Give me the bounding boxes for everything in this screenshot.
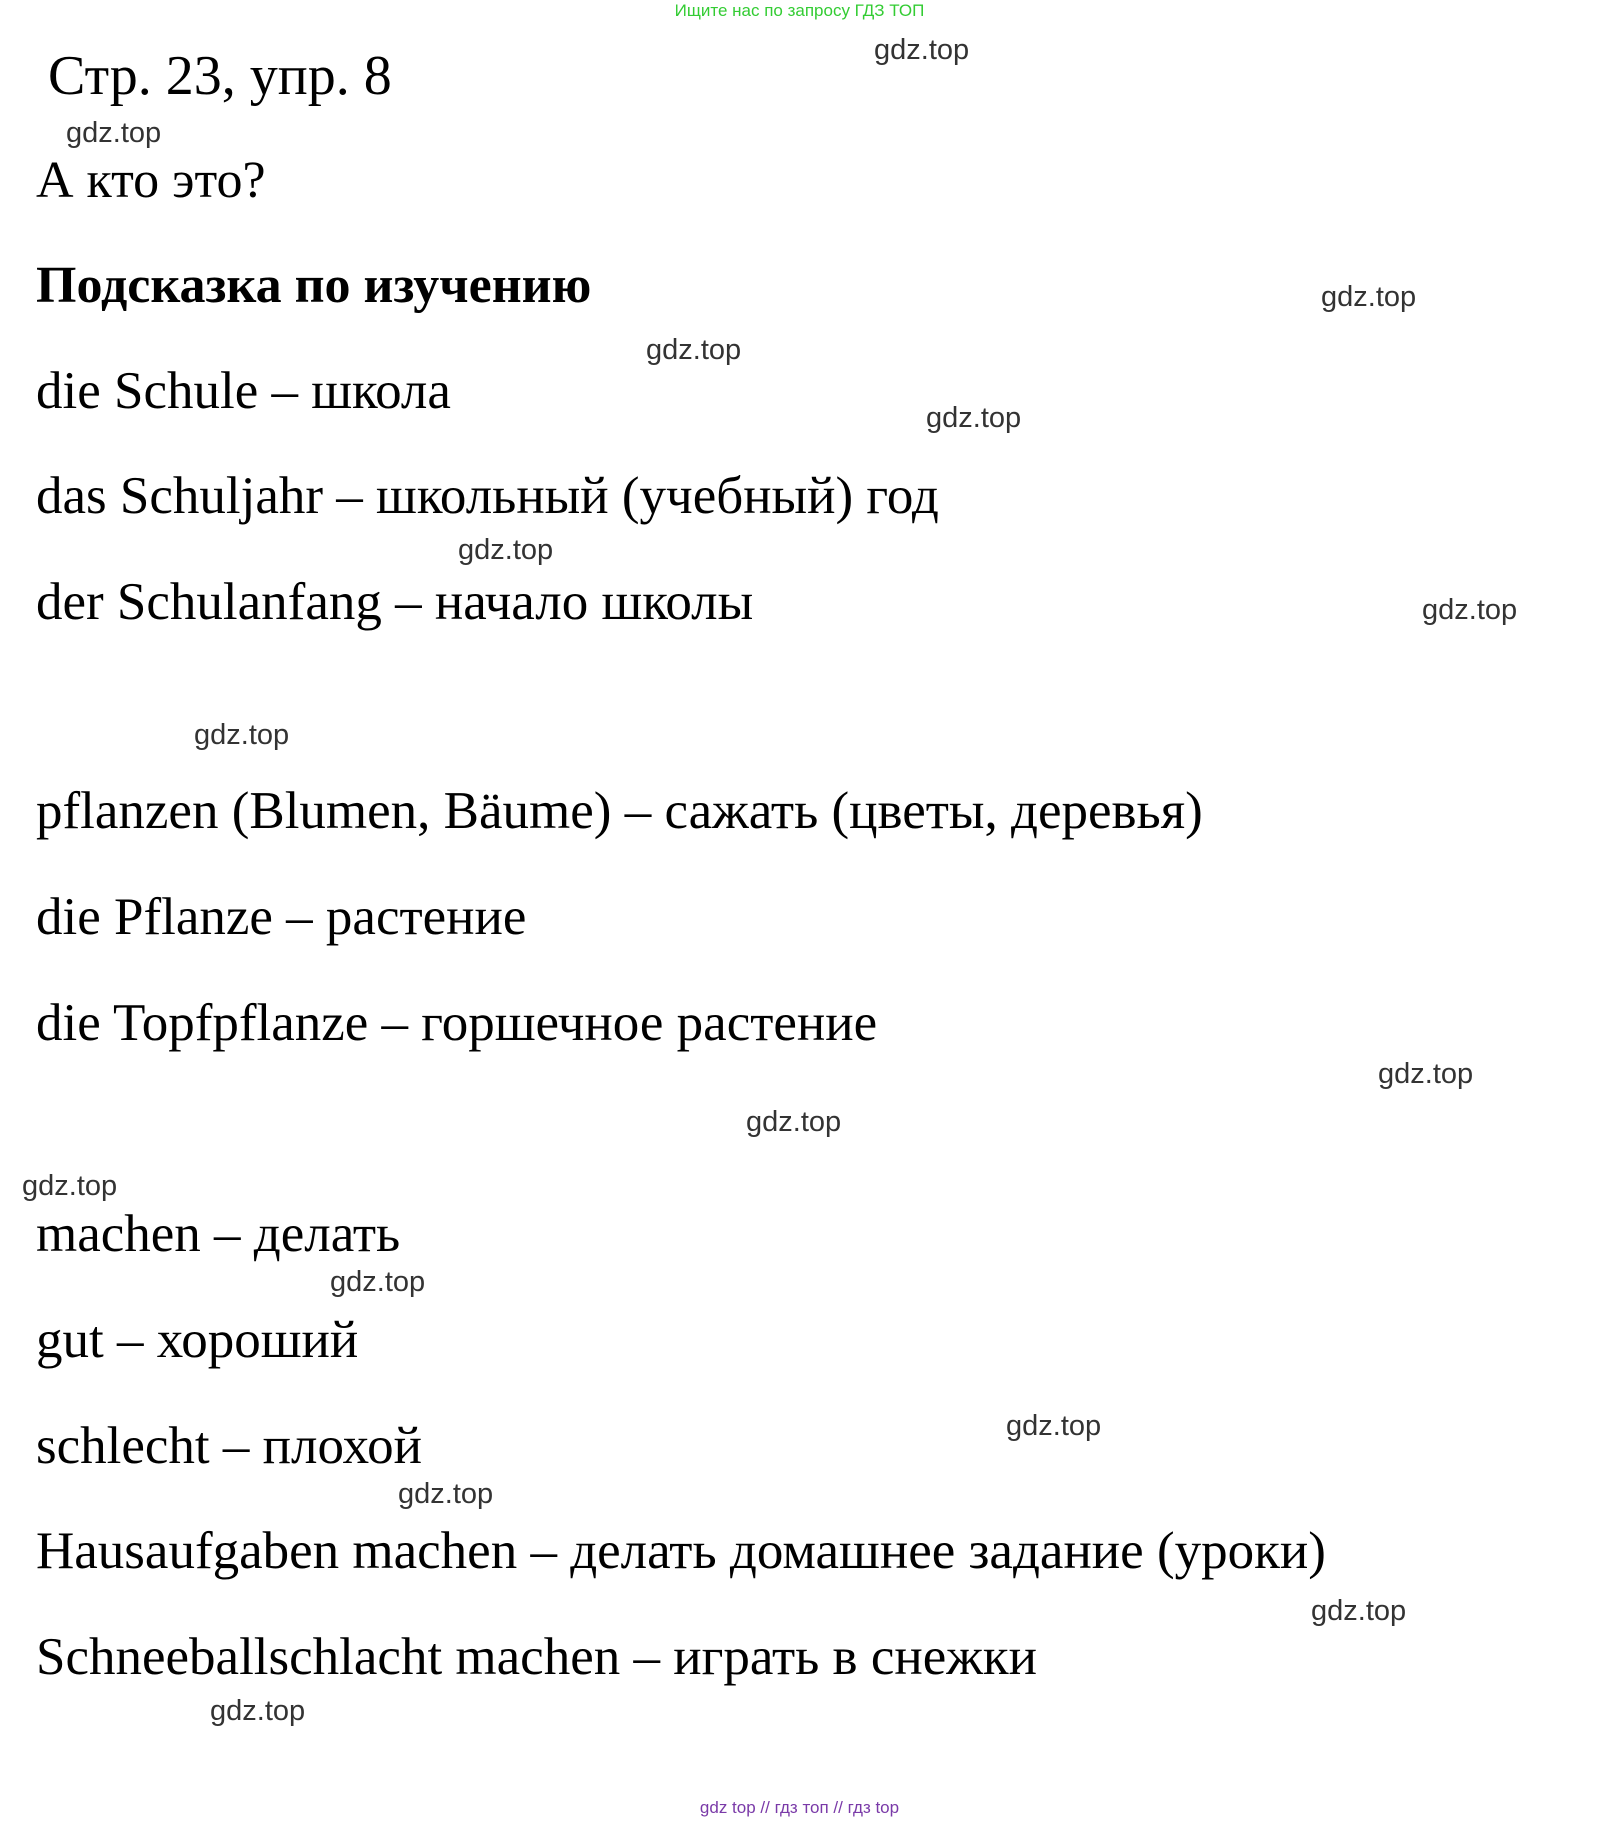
watermark: gdz.top (330, 1266, 426, 1298)
vocab-entry-pflanze: die Pflanze – растение (36, 888, 527, 946)
search-banner: Ищите нас по запросу ГДЗ ТОП (674, 1, 925, 20)
vocab-entry-hausaufgaben: Hausaufgaben machen – делать домашнее задание (уроки) (36, 1522, 1326, 1580)
watermark: gdz.top (66, 117, 162, 149)
vocab-entry-topfpflanze: die Topfpflanze – горшечное растение (36, 994, 878, 1052)
vocab-entry-schlecht: schlecht – плохой (36, 1417, 422, 1475)
watermark: gdz.top (210, 1695, 306, 1727)
watermark: gdz.top (1311, 1595, 1407, 1627)
vocab-entry-schule: die Schule – школа (36, 362, 451, 420)
watermark: gdz.top (926, 402, 1022, 434)
hint-title: Подсказка по изучению (36, 257, 592, 314)
vocab-entry-schulanfang: der Schulanfang – начало школы (36, 573, 754, 631)
watermark: gdz.top (746, 1106, 842, 1138)
vocab-entry-machen: machen – делать (36, 1205, 401, 1263)
watermark: gdz.top (458, 534, 554, 566)
watermark: gdz.top (1006, 1410, 1102, 1442)
watermark: gdz.top (1321, 281, 1417, 313)
watermark: gdz.top (874, 34, 970, 66)
vocab-entry-pflanzen: pflanzen (Blumen, Bäume) – сажать (цветы, деревья) (36, 782, 1203, 840)
watermark: gdz.top (1422, 594, 1518, 626)
footer-links: gdz top // гдз топ // гдз top (699, 1798, 900, 1817)
watermark: gdz.top (646, 334, 742, 366)
page-title: Стр. 23, упр. 8 (48, 45, 392, 107)
watermark: gdz.top (22, 1170, 118, 1202)
watermark: gdz.top (194, 719, 290, 751)
watermark: gdz.top (398, 1478, 494, 1510)
vocab-entry-schuljahr: das Schuljahr – школьный (учебный) год (36, 467, 939, 525)
vocab-entry-schneeballschlacht: Schneeballschlacht machen – играть в снежки (36, 1628, 1037, 1686)
question-text: А кто это? (36, 152, 266, 209)
vocab-entry-gut: gut – хороший (36, 1311, 359, 1369)
watermark: gdz.top (1378, 1058, 1474, 1090)
